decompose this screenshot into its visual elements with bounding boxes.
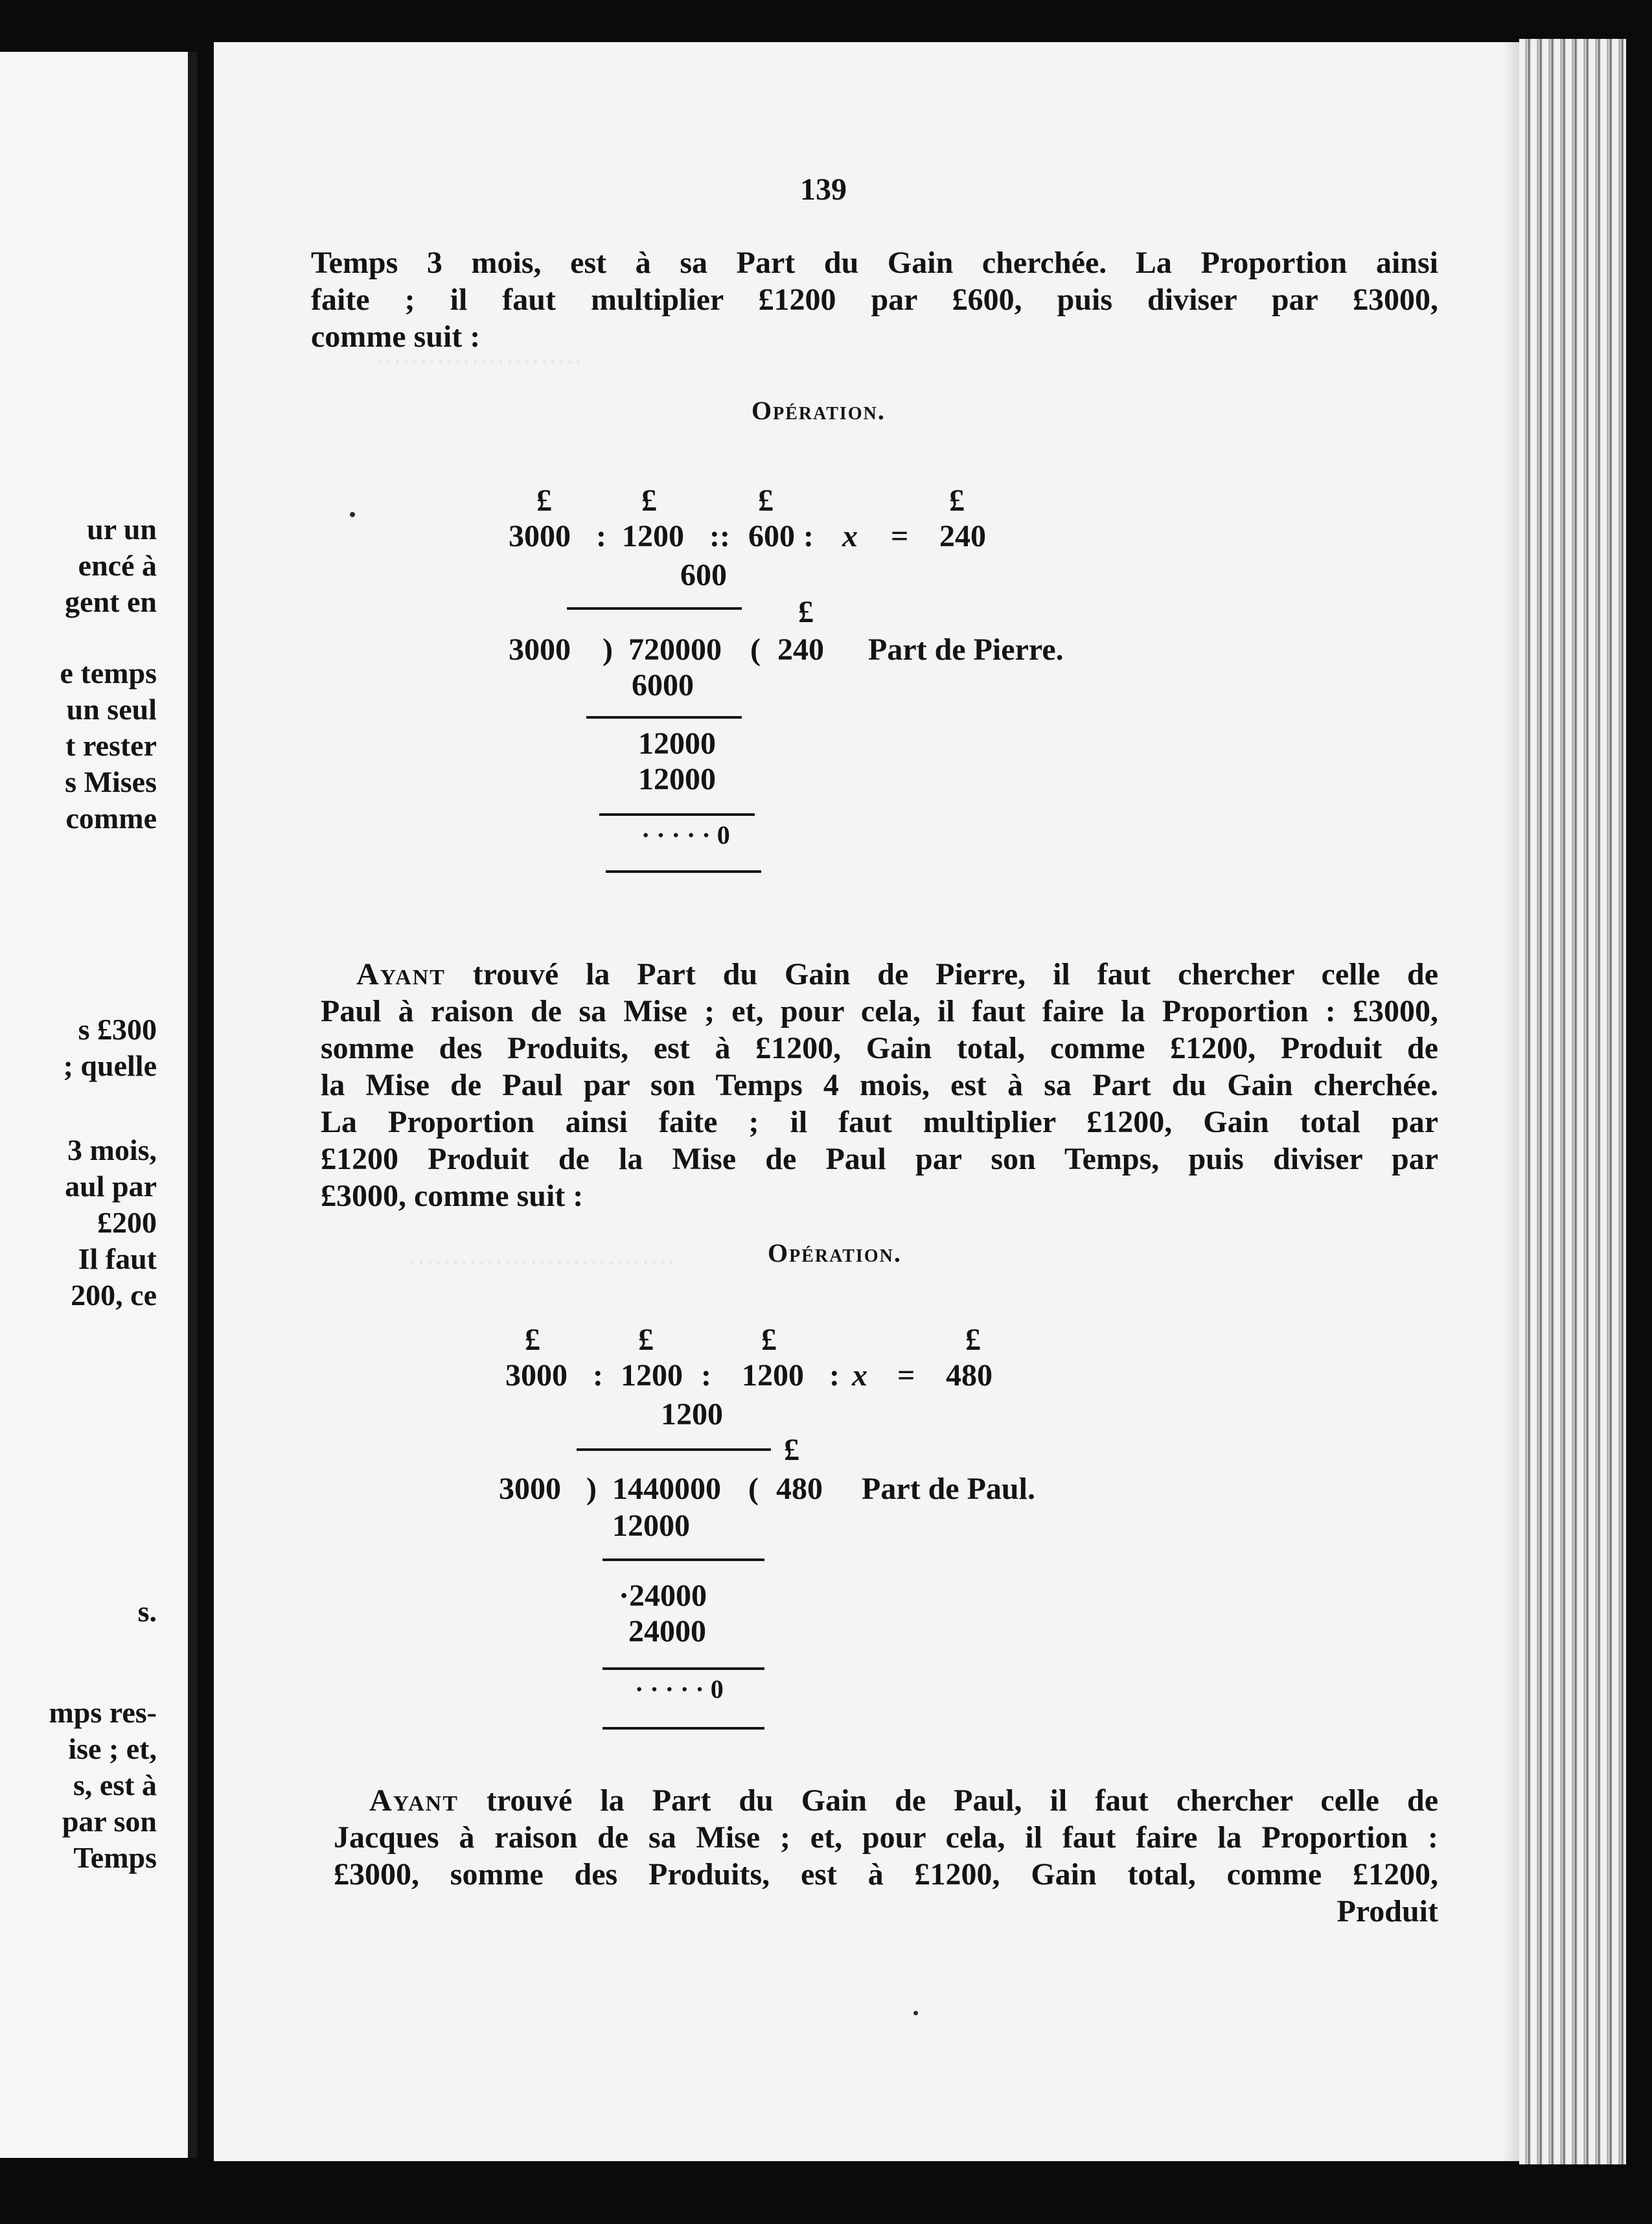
left-page-line: s £300: [78, 1013, 157, 1046]
operation-heading: Opération.: [768, 1238, 902, 1268]
result-label: Part de Pierre.: [868, 632, 1064, 667]
division-remainder: · · · · · 0: [635, 1674, 724, 1704]
text-line: Jacques à raison de sa Mise ; et, pour cela, il faut faire la Proportion :: [334, 1820, 1438, 1855]
left-page-line: s, est à: [73, 1768, 157, 1801]
text-line: La Proportion ainsi faite ; il faut multiplier £1200, Gain total par: [321, 1105, 1438, 1139]
left-page-line: ; quelle: [63, 1049, 157, 1082]
pound-sign: £: [965, 1323, 981, 1357]
left-page-line: 3 mois,: [67, 1133, 157, 1166]
lead-word: Ayant: [369, 1783, 459, 1818]
paragraph-1: [311, 244, 1438, 355]
step-rule: [602, 1558, 764, 1561]
text-run: trouvé la Part du Gain de Paul, il faut chercher celle de: [458, 1783, 1438, 1818]
text-line: £1200 Produit de la Mise de Paul par son Temps, puis diviser par: [321, 1142, 1438, 1176]
text-line: la Mise de Paul par son Temps 4 mois, est à sa Part du Gain cherchée.: [321, 1068, 1438, 1102]
ink-speck: [913, 2011, 918, 2015]
text-line: Paul à raison de sa Mise ; et, pour cela, il faut faire la Proportion : £3000,: [321, 994, 1438, 1028]
equals-sign: =: [891, 519, 909, 553]
quotient: 480: [776, 1472, 823, 1506]
divisor: 3000: [499, 1472, 561, 1506]
proportion-term: 3000: [505, 1358, 568, 1393]
proportion-sep: :: [701, 1358, 711, 1393]
pound-sign: £: [949, 483, 965, 518]
proportion-term: 1200: [622, 519, 684, 553]
proportion-sep: :: [593, 1358, 603, 1393]
unknown-x: x: [852, 1358, 867, 1393]
text-line: somme des Produits, est à £1200, Gain total, comme £1200, Produit de: [321, 1031, 1438, 1065]
left-page-line: Temps: [73, 1841, 157, 1874]
quotient: 240: [777, 632, 824, 667]
proportion-sep: ::: [709, 519, 730, 553]
left-facing-page: [0, 52, 197, 2158]
division-step: ·24000: [619, 1579, 707, 1613]
text-line: £3000, somme des Produits, est à £1200, Gain total, comme £1200,: [334, 1857, 1438, 1892]
text-line: [321, 956, 1438, 993]
proportion-sep: :: [829, 1358, 840, 1393]
left-page-line: ur un: [87, 513, 157, 546]
left-page-line: e temps: [60, 656, 157, 689]
quotient-paren: (: [750, 632, 761, 667]
operation-heading: Opération.: [751, 396, 886, 425]
division-rule: [577, 1448, 771, 1451]
step-rule: [606, 870, 761, 873]
paragraph-3: [334, 1782, 1438, 1930]
dividend: 1440000: [612, 1472, 721, 1506]
bleed-through: ·······························: [408, 1248, 676, 1277]
proportion-term: 480: [946, 1358, 992, 1393]
proportion-term: 1200: [621, 1358, 683, 1393]
proportion-term: 1200: [742, 1358, 804, 1393]
proportion-term: 3000: [509, 519, 571, 553]
pound-sign: £: [798, 595, 814, 629]
pound-sign: £: [758, 483, 774, 518]
paragraph-2: [321, 956, 1438, 1214]
pound-sign: £: [784, 1433, 799, 1467]
division-rule: [567, 607, 742, 610]
text-line: comme suit :: [311, 319, 481, 354]
division-step: 24000: [628, 1614, 706, 1649]
left-page-line: comme: [65, 802, 157, 835]
left-page-line: par son: [62, 1805, 157, 1838]
left-page-line: encé à: [78, 549, 157, 582]
dividend: 720000: [628, 632, 722, 667]
bleed-through: ························: [376, 347, 583, 376]
left-page-line: s.: [137, 1595, 157, 1628]
unknown-x: x: [842, 519, 858, 553]
division-step: 6000: [632, 668, 694, 702]
left-page-line: un seul: [66, 693, 157, 726]
text-line: [334, 1782, 1438, 1819]
step-rule: [599, 813, 755, 816]
pound-sign: £: [536, 483, 552, 518]
page-number: 139: [800, 172, 847, 207]
multiplier: 600: [680, 558, 727, 592]
proportion-sep: :: [803, 519, 814, 553]
step-rule: [602, 1667, 764, 1670]
left-page-line: ise ; et,: [68, 1732, 157, 1765]
left-page-line: Il faut: [78, 1242, 157, 1275]
proportion-term: 600: [748, 519, 795, 553]
step-rule: [586, 716, 742, 719]
multiplier: 1200: [661, 1397, 723, 1431]
text-run: trouvé la Part du Gain de Pierre, il faut chercher celle de: [445, 957, 1438, 991]
left-page-line: t rester: [65, 729, 157, 762]
left-page-line: 200, ce: [71, 1279, 157, 1312]
ink-speck: [350, 512, 355, 517]
text-line: £3000, comme suit :: [321, 1179, 584, 1213]
text-line: faite ; il faut multiplier £1200 par £600, puis diviser par £3000,: [311, 283, 1438, 317]
division-step: 12000: [612, 1509, 690, 1543]
division-paren: ): [586, 1472, 597, 1506]
left-page-line: s Mises: [65, 765, 157, 798]
lead-word: Ayant: [356, 957, 446, 991]
proportion-term: 240: [939, 519, 986, 553]
pound-sign: £: [525, 1323, 540, 1357]
division-remainder: · · · · · 0: [641, 820, 730, 850]
left-page-line: aul par: [65, 1170, 157, 1203]
pound-sign: £: [761, 1323, 777, 1357]
division-paren: ): [602, 632, 613, 667]
division-step: 12000: [638, 762, 716, 796]
divisor: 3000: [509, 632, 571, 667]
proportion-sep: :: [596, 519, 606, 553]
text-line: Temps 3 mois, est à sa Part du Gain cherchée. La Proportion ainsi: [311, 246, 1438, 280]
text-line: Produit: [1337, 1894, 1438, 1929]
pound-sign: £: [641, 483, 657, 518]
pound-sign: £: [638, 1323, 654, 1357]
book-page: [214, 42, 1533, 2161]
left-page-line: mps res-: [49, 1696, 157, 1729]
equals-sign: =: [897, 1358, 915, 1393]
page-edges: [1519, 39, 1626, 2164]
step-rule: [602, 1727, 764, 1730]
left-page-line: £200: [97, 1206, 157, 1239]
quotient-paren: (: [748, 1472, 759, 1506]
result-label: Part de Paul.: [862, 1472, 1035, 1506]
left-page-line: gent en: [65, 585, 157, 618]
division-step: 12000: [638, 726, 716, 761]
